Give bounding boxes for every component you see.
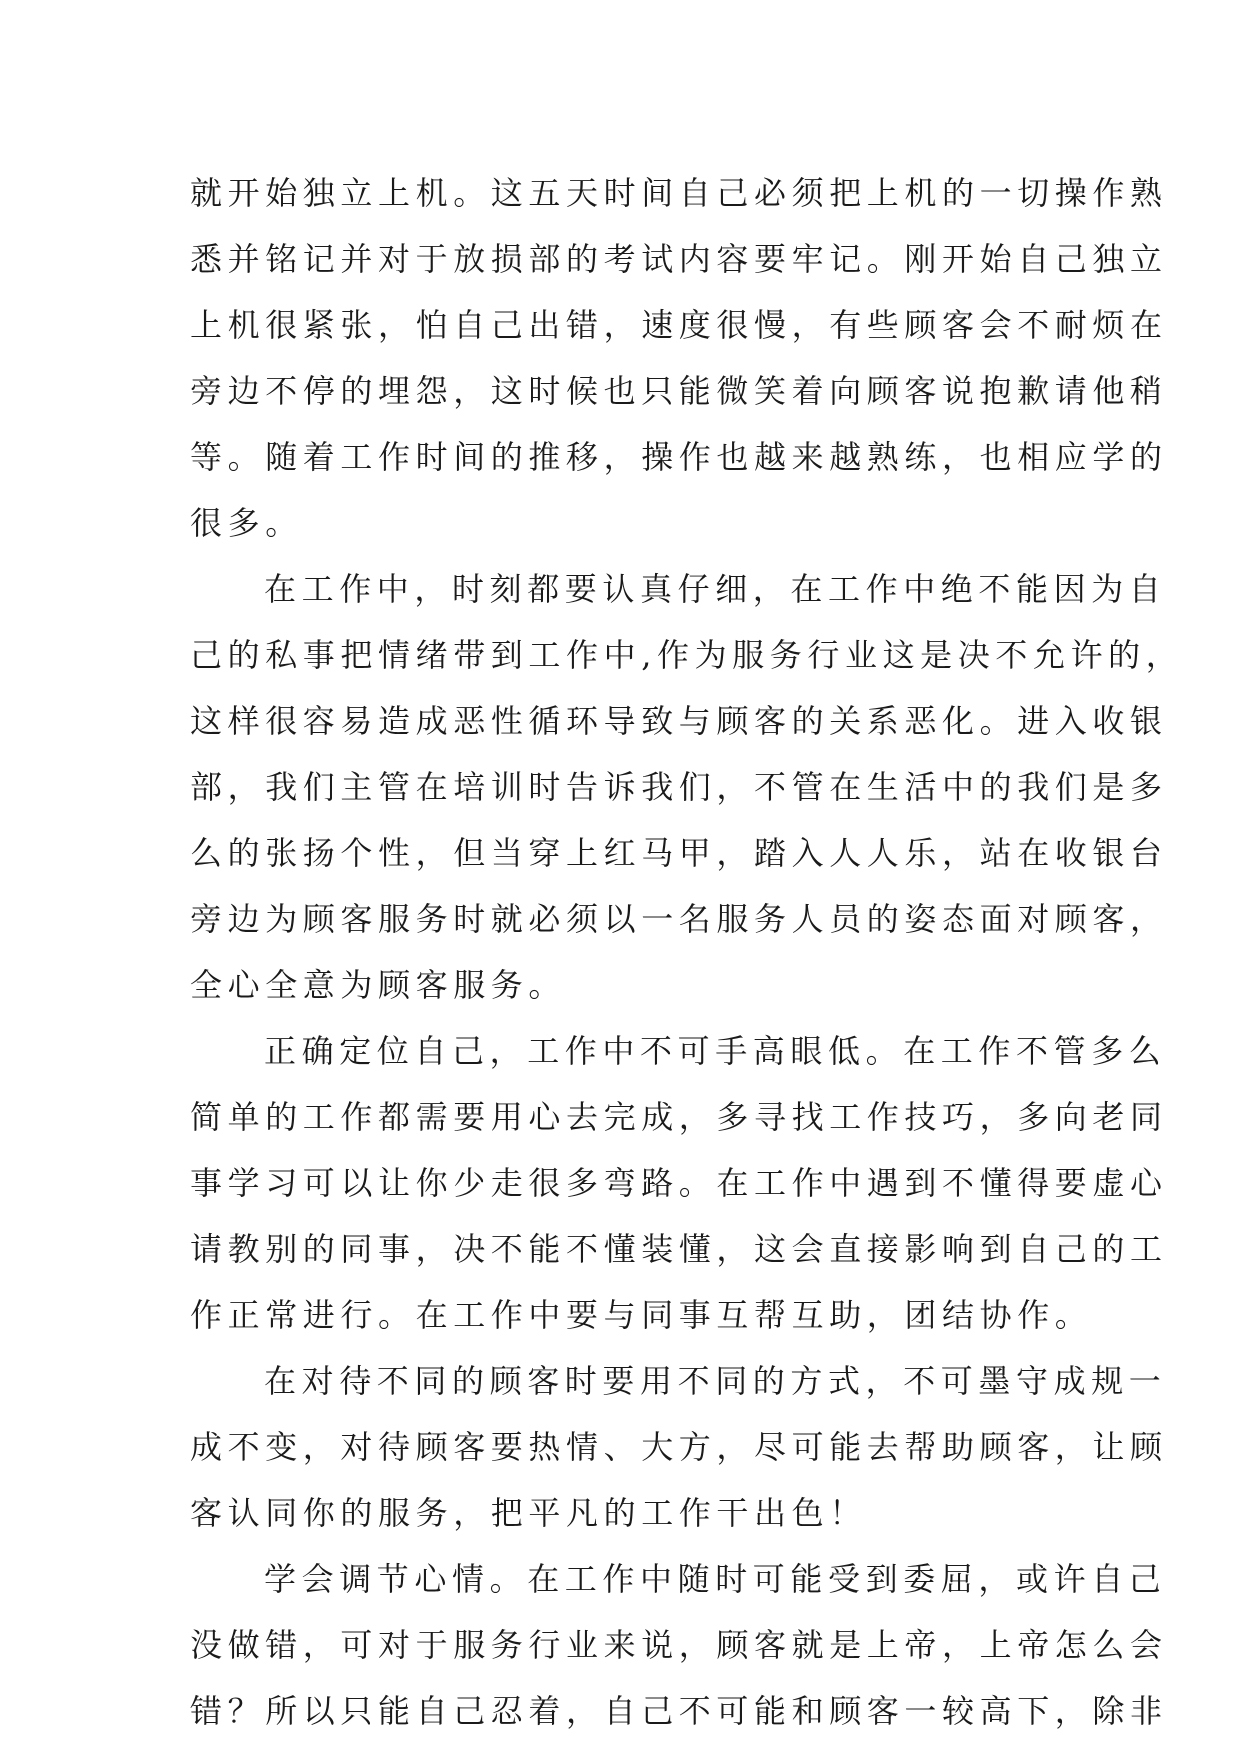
text-line: 成不变，对待顾客要热情、大方，尽可能去帮助顾客，让顾 [190, 1428, 1168, 1466]
text-line: 作正常进行。在工作中要与同事互帮互助，团结协作。 [190, 1296, 1093, 1334]
text-line: 事学习可以让你少走很多弯路。在工作中遇到不懂得要虚心 [190, 1164, 1168, 1202]
text-line: 旁边为顾客服务时就必须以一名服务人员的姿态面对顾客， [190, 900, 1168, 938]
text-line: 在工作中，时刻都要认真仔细，在工作中绝不能因为自 [264, 570, 1167, 608]
text-line: 悉并铭记并对于放损部的考试内容要牢记。刚开始自己独立 [190, 240, 1168, 278]
text-line: 正确定位自己，工作中不可手高眼低。在工作不管多么 [264, 1032, 1167, 1070]
text-line: 就开始独立上机。这五天时间自己必须把上机的一切操作熟 [190, 174, 1168, 212]
text-line: 么的张扬个性，但当穿上红马甲，踏入人人乐，站在收银台 [190, 834, 1168, 872]
text-line: 在对待不同的顾客时要用不同的方式，不可墨守成规一 [264, 1362, 1167, 1400]
text-line: 这样很容易造成恶性循环导致与顾客的关系恶化。进入收银 [190, 702, 1168, 740]
body-text [190, 160, 1184, 1744]
text-line: 客认同你的服务，把平凡的工作干出色！ [190, 1494, 867, 1532]
text-line: 学会调节心情。在工作中随时可能受到委屈，或许自己 [264, 1560, 1167, 1598]
text-line: 简单的工作都需要用心去完成，多寻找工作技巧，多向老同 [190, 1098, 1168, 1136]
text-line: 己的私事把情绪带到工作中,作为服务行业这是决不允许的， [190, 636, 1184, 674]
text-line: 错？所以只能自己忍着，自己不可能和顾客一较高下，除非 [190, 1692, 1168, 1730]
text-line: 等。随着工作时间的推移，操作也越来越熟练，也相应学的 [190, 438, 1168, 476]
text-line: 请教别的同事，决不能不懂装懂，这会直接影响到自己的工 [190, 1230, 1168, 1268]
text-line: 部，我们主管在培训时告诉我们，不管在生活中的我们是多 [190, 768, 1168, 806]
text-line: 没做错，可对于服务行业来说，顾客就是上帝，上帝怎么会 [190, 1626, 1168, 1664]
text-line: 全心全意为顾客服务。 [190, 966, 567, 1004]
text-line: 旁边不停的埋怨，这时候也只能微笑着向顾客说抱歉请他稍 [190, 372, 1168, 410]
text-line: 上机很紧张，怕自己出错，速度很慢，有些顾客会不耐烦在 [190, 306, 1168, 344]
text-line: 很多。 [190, 504, 303, 542]
